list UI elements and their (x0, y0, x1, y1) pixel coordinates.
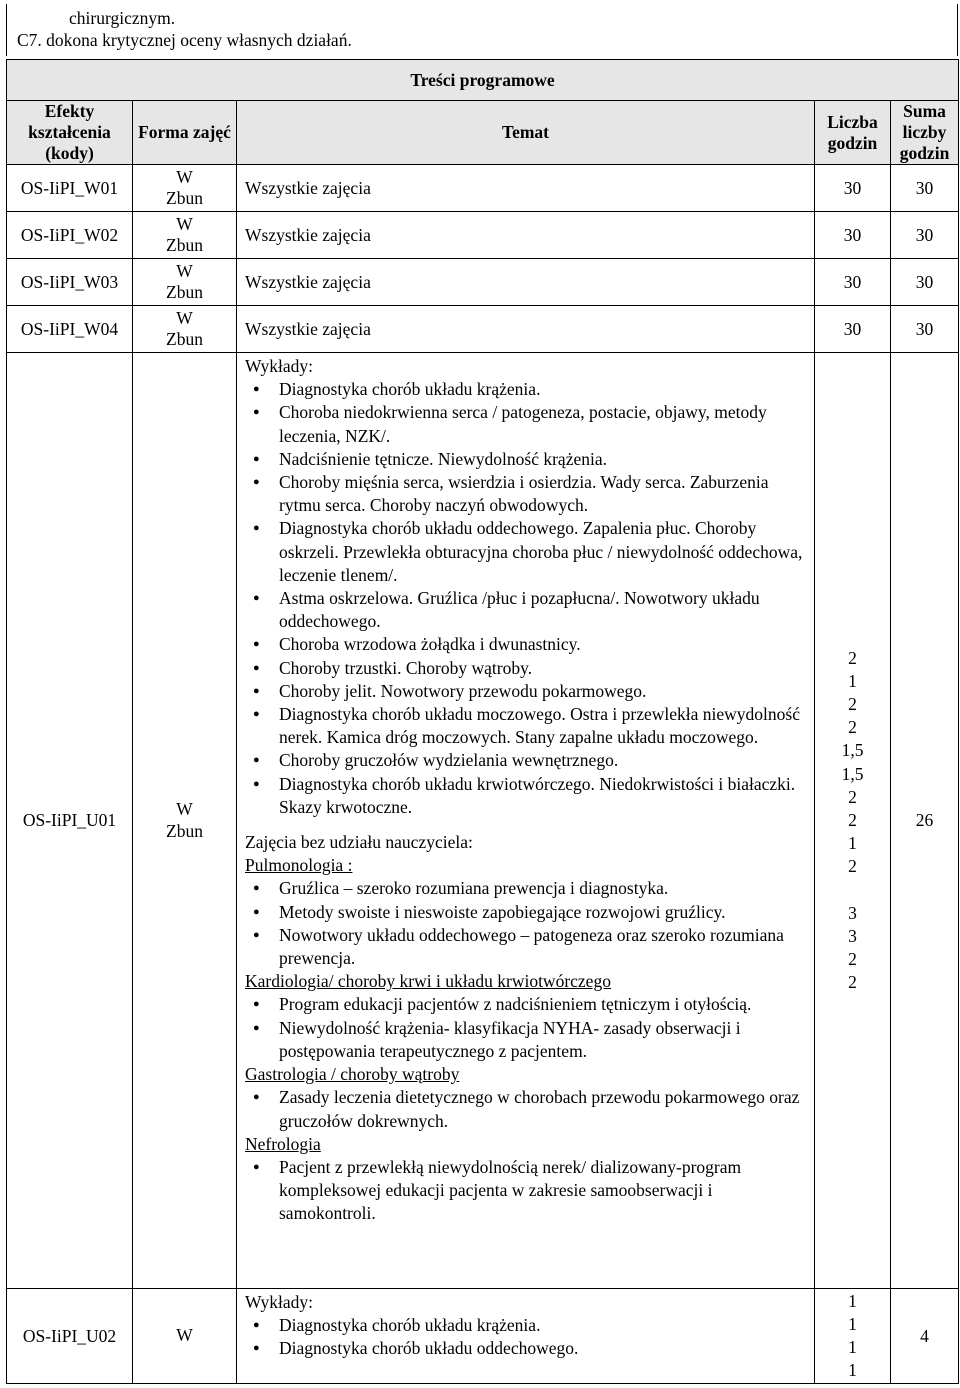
code-cell: OS-IiPI_W01 (7, 165, 133, 212)
suma-cell: 30 (891, 212, 959, 259)
list-item: ● Nowotwory układu oddechowego – patogeneza oraz szeroko rozumiana prewencja. (245, 924, 808, 970)
list-item: ● Choroby mięśnia serca, wsierdzia i osierdzia. Wady serca. Zaburzenia rytmu serca. Choroby naczyń obwodowych. (245, 471, 808, 517)
list-item: ● Nadciśnienie tętnicze. Niewydolność krążenia. (245, 448, 808, 471)
list-item: ● Diagnostyka chorób układu oddechowego. Zapalenia płuc. Choroby oskrzeli. Przewlekła obturacyjna choroba płuc / niewydolność oddechowa, leczenie tlenem/. (245, 517, 808, 587)
self-study-heading: Zajęcia bez udziału nauczyciela: (245, 832, 473, 853)
header-efekty: Efekty kształcenia (kody) (7, 101, 133, 165)
lectures-list (245, 1314, 808, 1360)
code-cell: OS-IiPI_W02 (7, 212, 133, 259)
list-item: ● Choroba niedokrwienna serca / patogeneza, postacie, objawy, metody leczenia, NZK/. (245, 401, 808, 447)
forma-cell: W Zbun (133, 212, 237, 259)
liczba-cell: 30 (815, 212, 891, 259)
list-item: ● Choroby gruczołów wydzielania wewnętrznego. (245, 749, 808, 772)
lectures-heading: Wykłady: (245, 356, 313, 376)
table-row (7, 259, 959, 306)
suma-cell: 30 (891, 306, 959, 353)
gastrology-list (245, 1086, 808, 1132)
code-cell: OS-IiPI_W04 (7, 306, 133, 353)
suma-cell: 26 (891, 353, 959, 1289)
temat-cell: Wszystkie zajęcia (237, 212, 815, 259)
hours-self-study: 3 3 2 2 (848, 902, 857, 993)
list-item: ● Choroby trzustki. Choroby wątroby. (245, 657, 808, 680)
suma-cell: 4 (891, 1289, 959, 1384)
list-item: ● Choroby jelit. Nowotwory przewodu pokarmowego. (245, 680, 808, 703)
pulmonology-list (245, 877, 808, 970)
table-title: Treści programowe (7, 60, 959, 101)
code-cell: OS-IiPI_U02 (7, 1289, 133, 1384)
liczba-cell: 30 (815, 306, 891, 353)
forma-cell: W Zbun (133, 306, 237, 353)
pre-line-1: chirurgicznym. (69, 8, 176, 28)
table-row (7, 306, 959, 353)
list-item: ● Diagnostyka chorób układu oddechowego. (245, 1337, 808, 1360)
liczba-cell: 30 (815, 259, 891, 306)
suma-cell: 30 (891, 165, 959, 212)
hours-cell: 1 1 1 1 (815, 1289, 891, 1384)
lectures-list (245, 378, 808, 819)
list-item: ● Zasady leczenia dietetycznego w chorobach przewodu pokarmowego oraz gruczołów dokrewnych. (245, 1086, 808, 1132)
content-table (6, 59, 959, 1384)
liczba-cell: 30 (815, 165, 891, 212)
table-row-u01 (7, 353, 959, 1289)
header-suma: Suma liczby godzin (891, 101, 959, 165)
code-cell: OS-IiPI_U01 (7, 353, 133, 1289)
suma-cell: 30 (891, 259, 959, 306)
code-cell: OS-IiPI_W03 (7, 259, 133, 306)
list-item: ● Diagnostyka chorób układu krążenia. (245, 1314, 808, 1337)
pre-line-2: C7. dokona krytycznej oceny własnych działań. (17, 30, 352, 50)
table-row (7, 212, 959, 259)
list-item: ● Pacjent z przewlekłą niewydolnością nerek/ dializowany-program kompleksowej edukacji pacjenta w zakresie samoobserwacji i samokontroli. (245, 1156, 808, 1226)
temat-cell: Wszystkie zajęcia (237, 259, 815, 306)
temat-cell (237, 1289, 815, 1384)
list-item: ● Astma oskrzelowa. Gruźlica /płuc i pozapłucna/. Nowotwory układu oddechowego. (245, 587, 808, 633)
header-row (7, 101, 959, 165)
list-item: ● Diagnostyka chorób układu krwiotwórczego. Niedokrwistości i białaczki. Skazy krwotoczne. (245, 773, 808, 819)
preceding-text (6, 4, 958, 56)
list-item: ● Niewydolność krążenia- klasyfikacja NYHA- zasady obserwacji i postępowania terapeutycznego z pacjentem. (245, 1017, 808, 1063)
header-liczba: Liczba godzin (815, 101, 891, 165)
forma-cell: W Zbun (133, 259, 237, 306)
list-item: ● Diagnostyka chorób układu moczowego. Ostra i przewlekła niewydolność nerek. Kamica dróg moczowych. Stany zapalne układu moczowego. (245, 703, 808, 749)
forma-cell: W Zbun (133, 165, 237, 212)
temat-cell (237, 353, 815, 1289)
nephrology-heading: Nefrologia (245, 1133, 321, 1154)
pulmonology-heading: Pulmonologia : (245, 855, 353, 876)
forma-cell: W (133, 1289, 237, 1384)
temat-cell: Wszystkie zajęcia (237, 306, 815, 353)
list-item: ● Diagnostyka chorób układu krążenia. (245, 378, 808, 401)
table-row (7, 165, 959, 212)
header-temat: Temat (237, 101, 815, 165)
temat-cell: Wszystkie zajęcia (237, 165, 815, 212)
hours-lectures: 2 1 2 2 1,5 1,5 2 2 1 2 (841, 647, 864, 877)
header-forma: Forma zajęć (133, 101, 237, 165)
cardiology-heading: Kardiologia/ choroby krwi i układu krwiotwórczego (245, 971, 611, 992)
list-item: ● Program edukacji pacjentów z nadciśnieniem tętniczym i otyłością. (245, 993, 808, 1016)
forma-cell: W Zbun (133, 353, 237, 1289)
hours-cell (815, 353, 891, 1289)
list-item: ● Choroba wrzodowa żołądka i dwunastnicy. (245, 633, 808, 656)
table-row-u02 (7, 1289, 959, 1384)
nephrology-list (245, 1156, 808, 1226)
lectures-heading: Wykłady: (245, 1292, 313, 1312)
list-item: ● Gruźlica – szeroko rozumiana prewencja i diagnostyka. (245, 877, 808, 900)
list-item: ● Metody swoiste i nieswoiste zapobiegające rozwojowi gruźlicy. (245, 901, 808, 924)
cardiology-list (245, 993, 808, 1063)
gastrology-heading: Gastrologia / choroby wątroby (245, 1064, 460, 1085)
